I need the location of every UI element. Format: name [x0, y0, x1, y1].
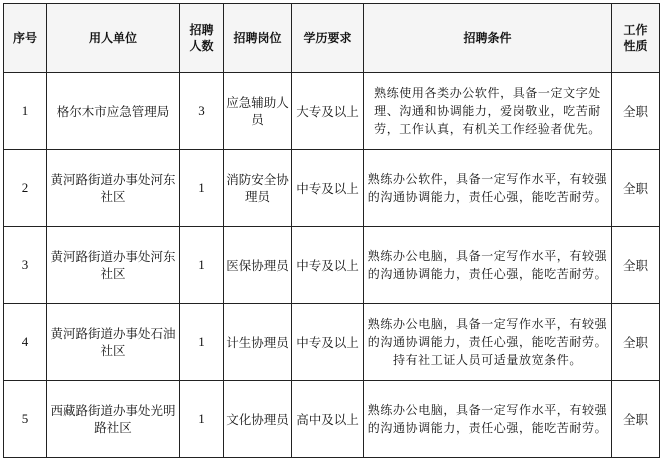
row-edu: 中专及以上	[292, 304, 364, 381]
row-edu: 高中及以上	[292, 381, 364, 458]
row-work-type: 全职	[612, 304, 660, 381]
header-unit: 用人单位	[47, 4, 180, 73]
row-requirements: 熟练办公电脑，具备一定写作水平，有较强的沟通协调能力，责任心强，能吃苦耐劳。	[364, 227, 612, 304]
row-post: 文化协理员	[224, 381, 292, 458]
row-edu: 大专及以上	[292, 73, 364, 150]
row-count: 1	[180, 304, 224, 381]
row-unit: 黄河路街道办事处石油社区	[47, 304, 180, 381]
table-row	[4, 73, 660, 150]
row-no: 3	[4, 227, 47, 304]
row-no: 4	[4, 304, 47, 381]
header-type: 工作性质	[612, 4, 660, 73]
row-work-type: 全职	[612, 381, 660, 458]
row-edu: 中专及以上	[292, 227, 364, 304]
row-edu: 中专及以上	[292, 150, 364, 227]
table-row	[4, 150, 660, 227]
row-requirements: 熟练使用各类办公软件，具备一定文字处理、沟通和协调能力，爱岗敬业，吃苦耐劳，工作认真，有机关工作经验者优先。	[364, 73, 612, 150]
row-count: 3	[180, 73, 224, 150]
row-unit: 黄河路街道办事处河东社区	[47, 150, 180, 227]
recruitment-table	[3, 3, 660, 458]
row-post: 应急辅助人员	[224, 73, 292, 150]
row-unit: 黄河路街道办事处河东社区	[47, 227, 180, 304]
table-header-row	[4, 4, 660, 73]
table-row	[4, 304, 660, 381]
header-post: 招聘岗位	[224, 4, 292, 73]
row-requirements: 熟练办公软件，具备一定写作水平，有较强的沟通协调能力，责任心强，能吃苦耐劳。	[364, 150, 612, 227]
header-edu: 学历要求	[292, 4, 364, 73]
row-no: 1	[4, 73, 47, 150]
row-post: 消防安全协理员	[224, 150, 292, 227]
table-row	[4, 227, 660, 304]
row-unit: 西藏路街道办事处光明路社区	[47, 381, 180, 458]
row-count: 1	[180, 227, 224, 304]
header-count: 招聘人数	[180, 4, 224, 73]
table-row	[4, 381, 660, 458]
row-no: 5	[4, 381, 47, 458]
row-no: 2	[4, 150, 47, 227]
row-requirements: 熟练办公电脑，具备一定写作水平，有较强的沟通协调能力，责任心强，能吃苦耐劳。	[364, 381, 612, 458]
row-post: 计生协理员	[224, 304, 292, 381]
row-count: 1	[180, 381, 224, 458]
header-no: 序号	[4, 4, 47, 73]
row-count: 1	[180, 150, 224, 227]
row-work-type: 全职	[612, 150, 660, 227]
row-unit: 格尔木市应急管理局	[47, 73, 180, 150]
row-work-type: 全职	[612, 73, 660, 150]
row-requirements: 熟练办公电脑，具备一定写作水平，有较强的沟通协调能力，责任心强，能吃苦耐劳。持有社工证人员可适量放宽条件。	[364, 304, 612, 381]
row-post: 医保协理员	[224, 227, 292, 304]
row-work-type: 全职	[612, 227, 660, 304]
header-req: 招聘条件	[364, 4, 612, 73]
